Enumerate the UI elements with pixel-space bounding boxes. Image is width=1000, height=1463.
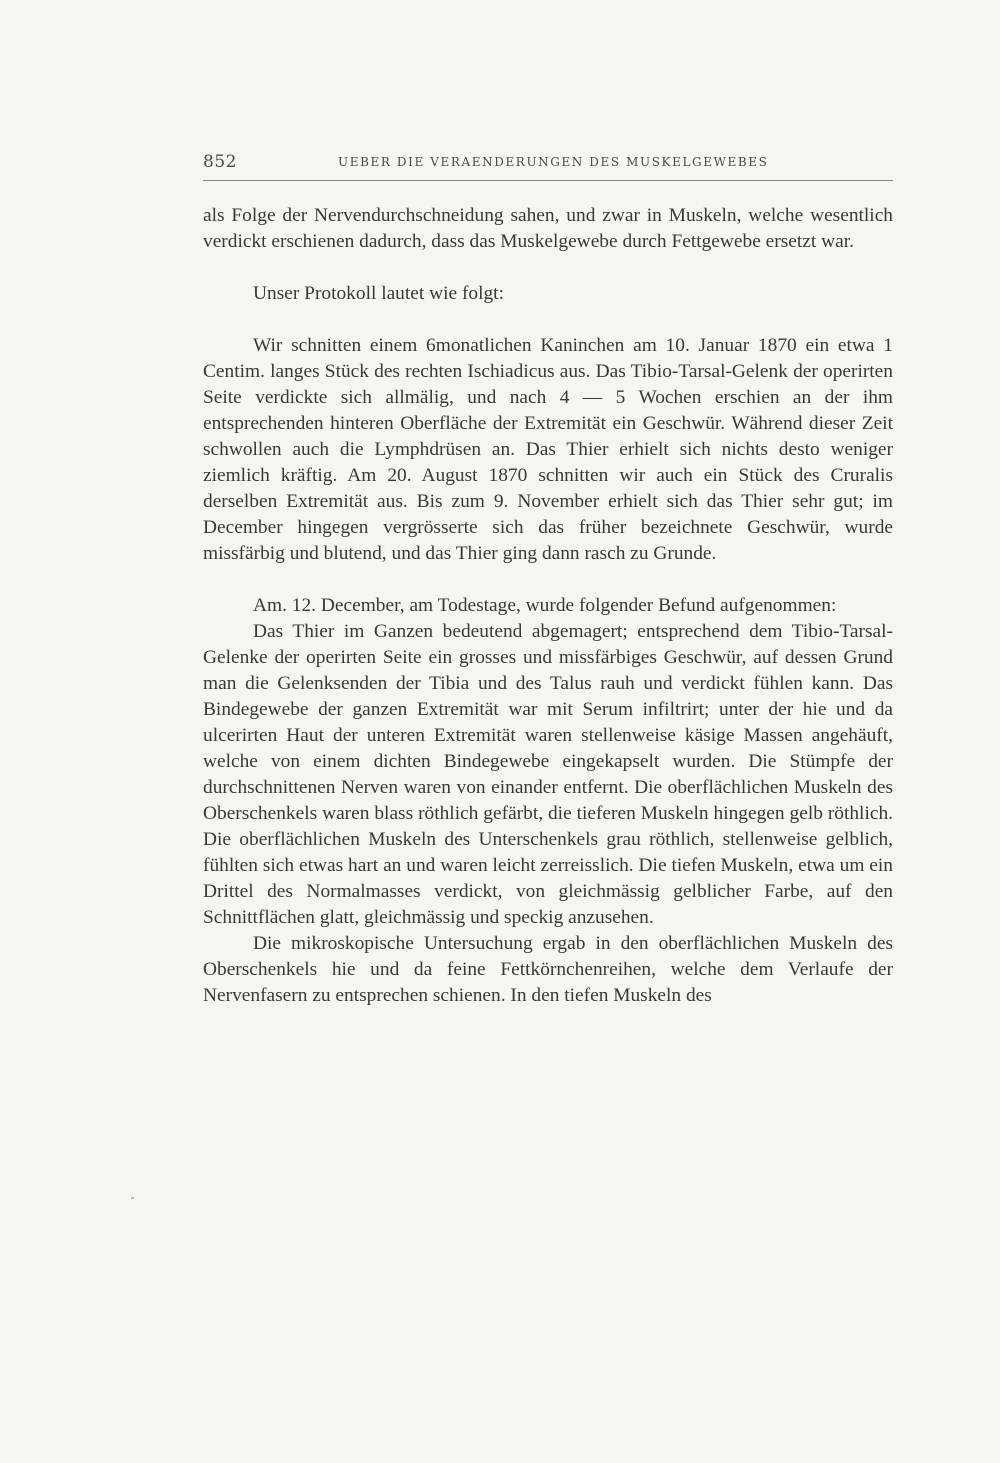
paragraph-microscopy: Die mikroskopische Untersuchung ergab in den oberflächlichen Muskeln des Oberschenkels hie und da feine Fettkörnchenreihen, welche dem Verlaufe der Nervenfasern zu entsprechen schienen. In den tiefen Muskeln des: [203, 933, 893, 1006]
page-number: 852: [203, 152, 237, 172]
paper-speck: [131, 1197, 134, 1199]
page-header: [203, 152, 893, 181]
paragraph-findings: Das Thier im Ganzen bedeutend abgemagert; entsprechend dem Tibio-Tarsal-Gelenke der operirten Seite ein grosses und missfärbiges Geschwür, auf dessen Grund man die Gelenksenden der Tibia und des Talus rauh und verdickt fühlen kann. Das Bindegewebe der ganzen Extremität war mit Serum infiltrirt; unter der hie und da ulcerirten Haut der unteren Extremität waren stellenweise käsige Massen angehäuft, welche von einem dichten Bindegewebe eingekapselt wurden. Die Stümpfe der durchschnittenen Nerven waren von einander entfernt. Die oberflächlichen Muskeln des Oberschenkels waren blass röthlich gefärbt, die tieferen Muskeln hingegen gelb röthlich. Die oberflächlichen Muskeln des Unterschenkels grau röthlich, stellenweise gelblich, fühlten sich etwas hart an und waren leicht zerreisslich. Die tiefen Muskeln, etwa um ein Drittel des Normalmasses verdickt, von gleichmässig gelblicher Farbe, auf den Schnittflächen glatt, gleichmässig und speckig anzusehen.: [203, 621, 893, 928]
body-text: [203, 203, 893, 1009]
paragraph-protocol-intro: Unser Protokoll lautet wie folgt:: [253, 283, 504, 304]
paragraph-experiment: Wir schnitten einem 6monatlichen Kaninchen am 10. Januar 1870 ein etwa 1 Centim. langes Stück des rechten Ischiadicus aus. Das Tibio-Tarsal-Gelenk der operirten Seite verdickte sich allmälig, und nach 4 — 5 Wochen erschien an der ihm entsprechenden hinteren Oberfläche der Extremität ein Geschwür. Während dieser Zeit schwollen auch die Lymphdrüsen an. Das Thier erhielt sich nichts desto weniger ziemlich kräftig. Am 20. August 1870 schnitten wir auch ein Stück des Cruralis derselben Extremität aus. Bis zum 9. November erhielt sich das Thier sehr gut; im December hingegen vergrösserte sich das früher bezeichnete Geschwür, wurde missfärbig und blutend, und das Thier ging dann rasch zu Grunde.: [203, 335, 893, 564]
paragraph-finding-intro: Am. 12. December, am Todestage, wurde folgender Befund aufgenommen:: [253, 595, 837, 616]
running-title: UEBER DIE VERAENDERUNGEN DES MUSKELGEWEBES: [338, 155, 769, 169]
paragraph-continuation: als Folge der Nervendurchschneidung sahen, und zwar in Muskeln, welche wesentlich verdickt erschienen dadurch, dass das Muskelgewebe durch Fettgewebe ersetzt war.: [203, 205, 893, 252]
